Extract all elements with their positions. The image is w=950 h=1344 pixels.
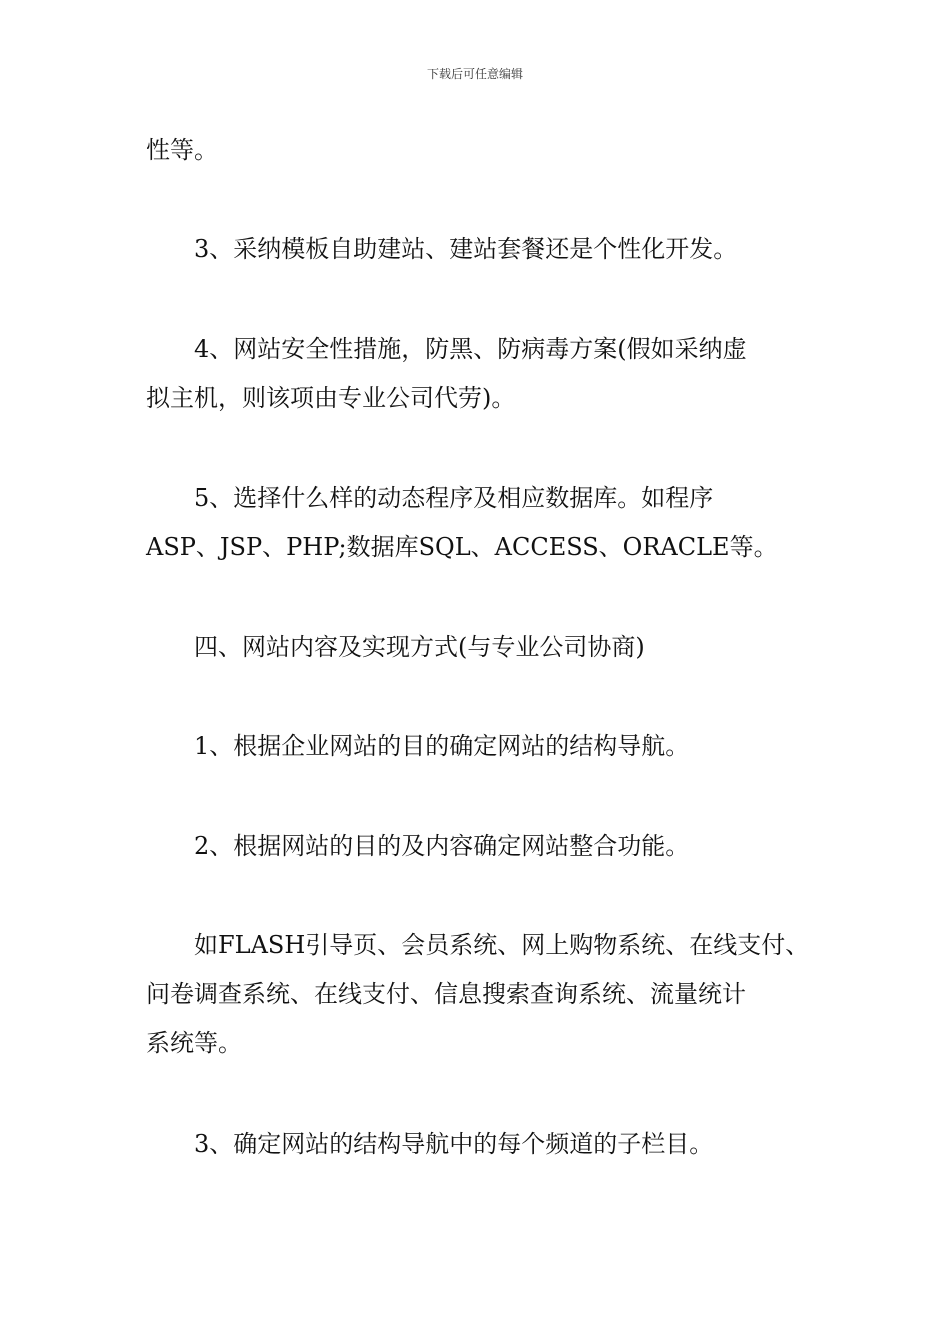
text-line: 四、网站内容及实现方式(与专业公司协商) — [194, 633, 645, 661]
paragraph-item-1-navigation — [146, 722, 826, 771]
text-line: 3、采纳模板自助建站、建站套餐还是个性化开发。 — [194, 235, 738, 263]
text-line: 拟主机，则该项由专业公司代劳)。 — [146, 384, 516, 412]
paragraph-item-4-security — [146, 325, 826, 423]
paragraph-item-3-template — [146, 225, 826, 274]
text-line: 3、确定网站的结构导航中的每个频道的子栏目。 — [194, 1130, 714, 1158]
text-line: 系统等。 — [146, 1029, 242, 1057]
text-line: 如FLASH引导页、会员系统、网上购物系统、在线支付、 — [194, 931, 810, 959]
paragraph-item-2-functions — [146, 822, 826, 871]
text-line: 性等。 — [146, 136, 218, 164]
page-header: 下载后可任意编辑 — [426, 67, 523, 81]
text-line: 问卷调查系统、在线支付、信息搜索查询系统、流量统计 — [146, 980, 746, 1008]
text-line: ASP、JSP、PHP;数据库SQL、ACCESS、ORACLE等。 — [146, 533, 778, 561]
text-line: 1、根据企业网站的目的确定网站的结构导航。 — [194, 732, 690, 760]
paragraph-continuation — [146, 126, 826, 175]
paragraph-item-5-program — [146, 474, 826, 572]
text-line: 5、选择什么样的动态程序及相应数据库。如程序 — [194, 484, 714, 512]
paragraph-item-3-subcolumns — [146, 1120, 826, 1169]
text-line: 4、网站安全性措施，防黑、防病毒方案(假如采纳虚 — [194, 335, 747, 363]
section-heading-four — [146, 623, 826, 672]
paragraph-function-examples — [146, 921, 826, 1068]
text-line: 2、根据网站的目的及内容确定网站整合功能。 — [194, 832, 690, 860]
